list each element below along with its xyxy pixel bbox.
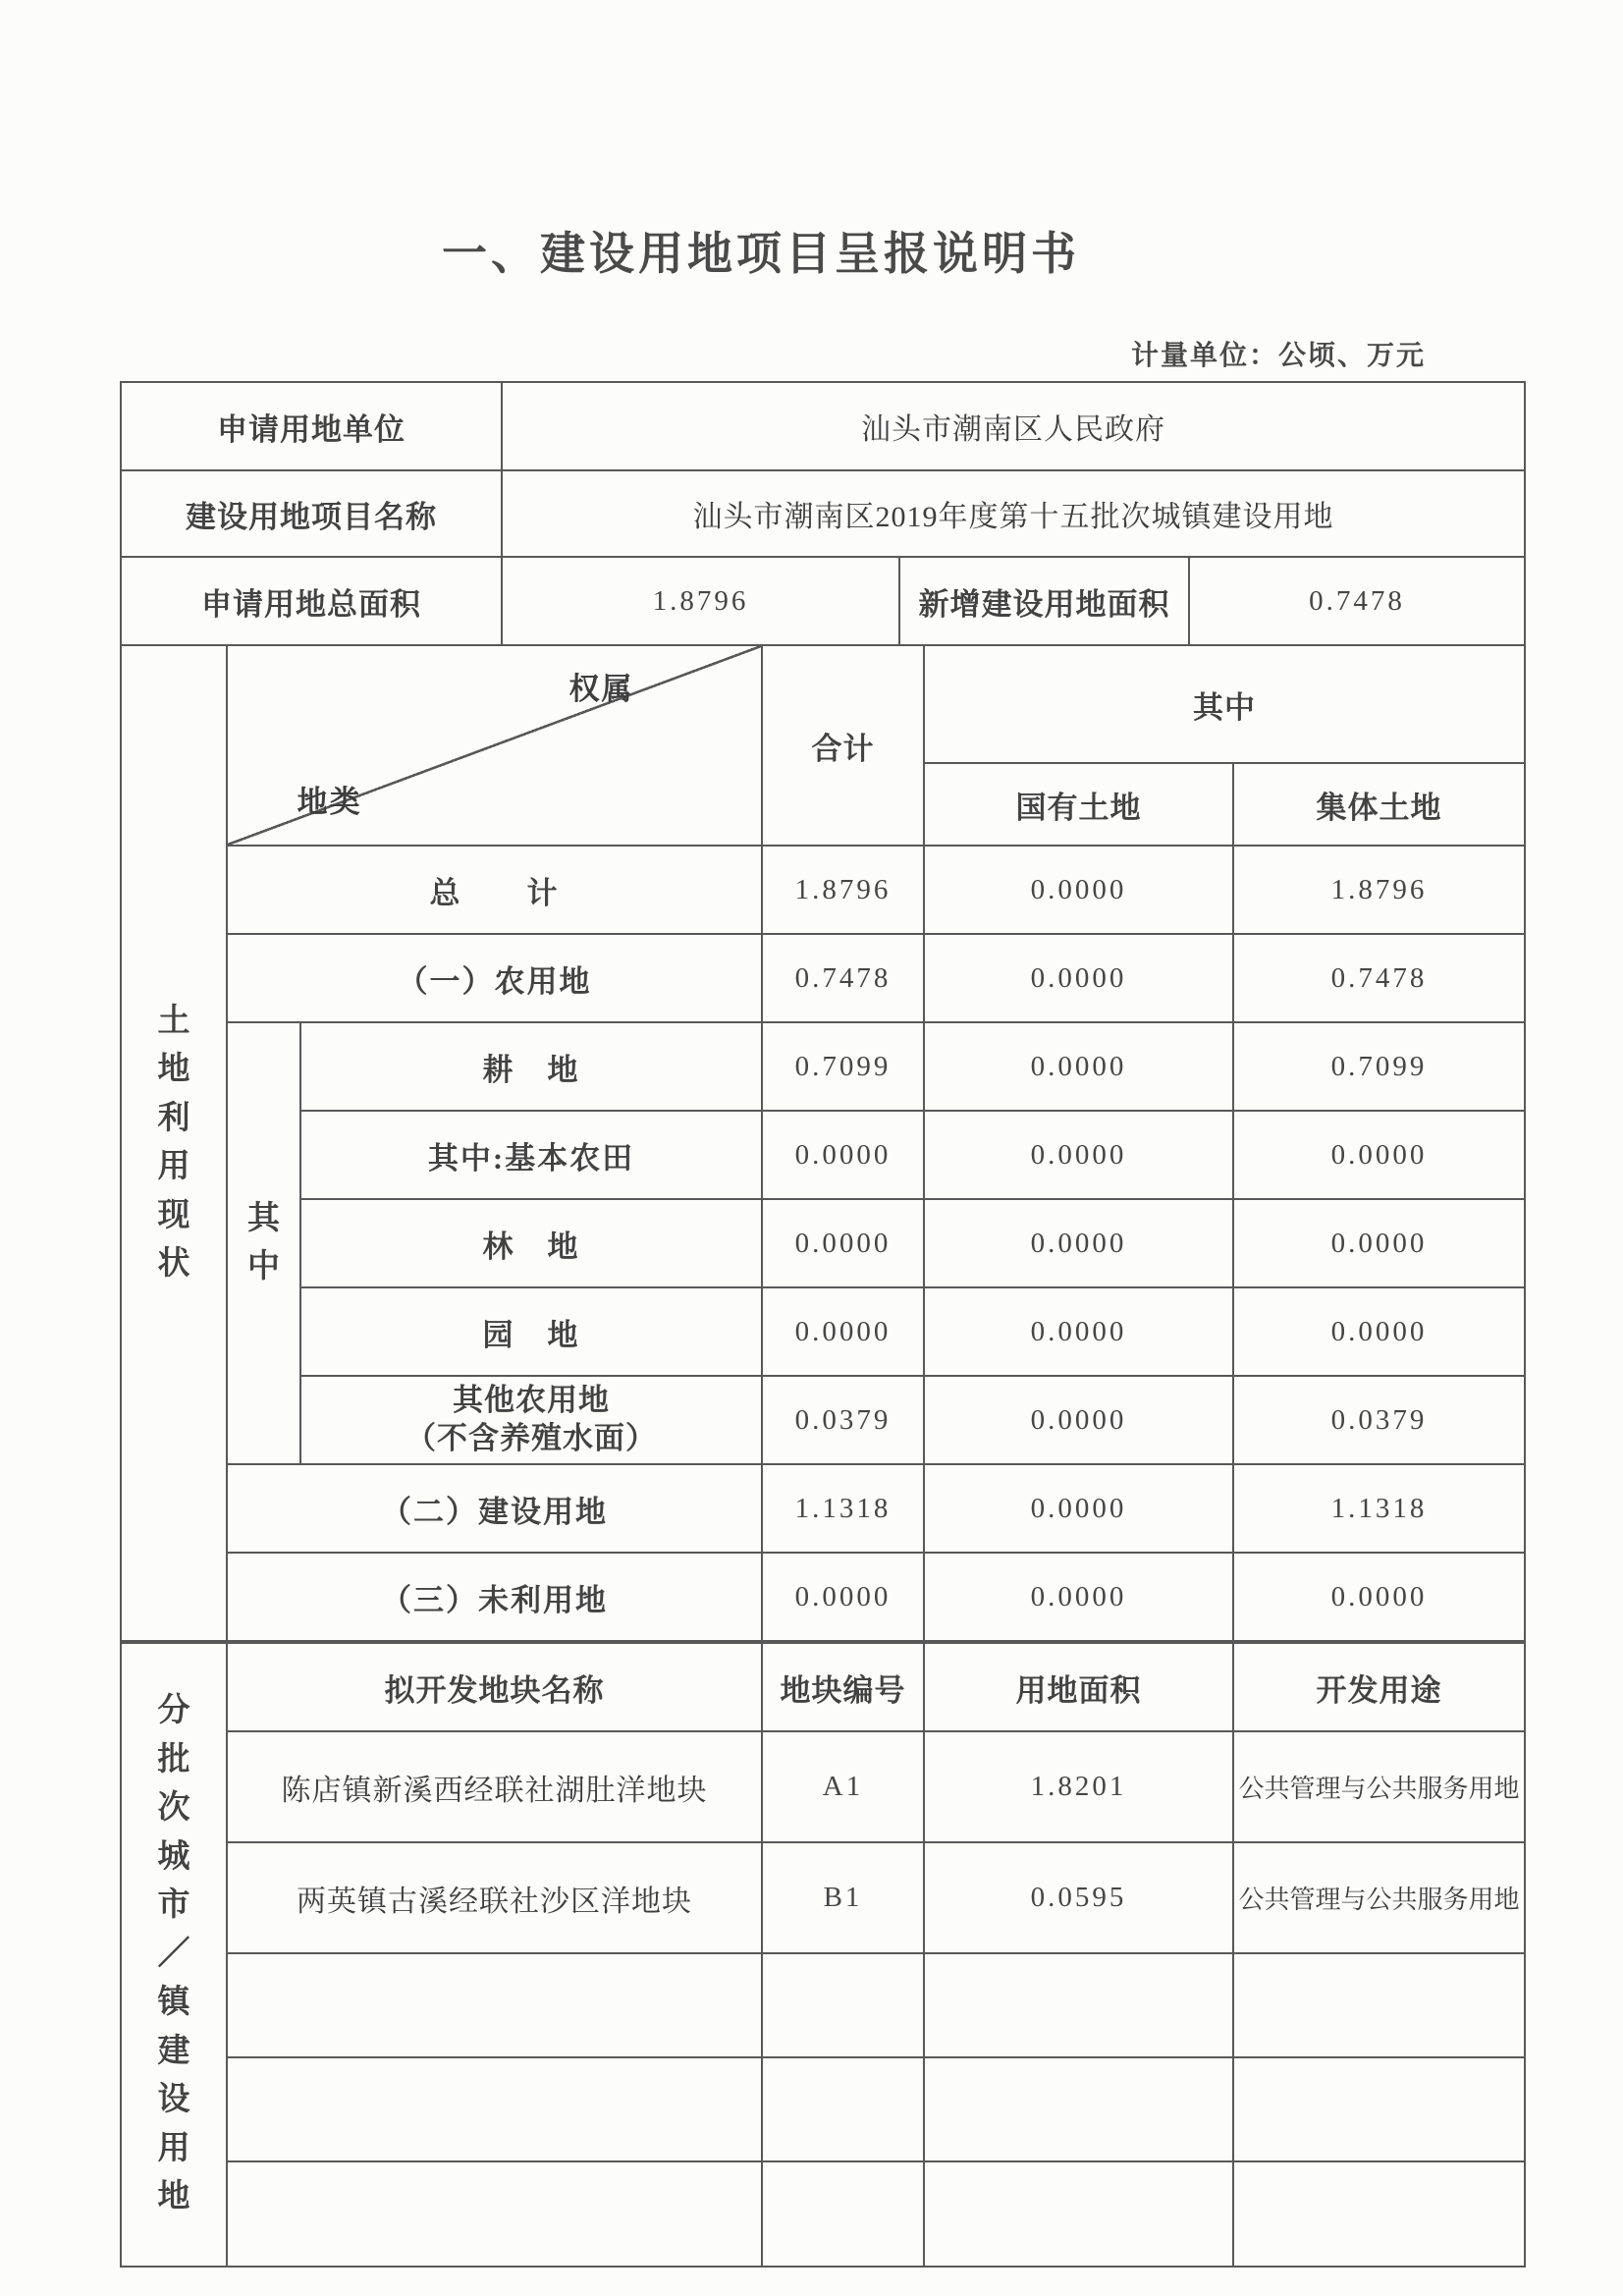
parcel-area: 0.0595 [924, 1842, 1233, 1953]
row-total-value: 0.0379 [762, 1376, 924, 1464]
empty-cell [924, 1953, 1233, 2057]
row-collective-value: 0.0000 [1233, 1199, 1525, 1287]
row-total-value: 0.7099 [762, 1022, 924, 1111]
project-name-value: 汕头市潮南区2019年度第十五批次城镇建设用地 [502, 470, 1525, 557]
empty-cell [762, 2057, 924, 2161]
row-state-value: 0.0000 [924, 1553, 1233, 1641]
row-label: 其中:基本农田 [300, 1111, 762, 1199]
parcels-table [120, 1642, 1526, 2268]
row-state-value: 0.0000 [924, 846, 1233, 934]
batch-section-cell [121, 1643, 227, 2267]
row-total-value: 1.8796 [762, 846, 924, 934]
batch-section-label: 分批次城市／镇建设用地 [157, 1693, 190, 2215]
empty-cell [924, 2057, 1233, 2161]
parcel-row [121, 1731, 1525, 1842]
applicant-label: 申请用地单位 [121, 382, 502, 470]
row-label: （一）农用地 [227, 934, 762, 1022]
parcel-code: B1 [762, 1842, 924, 1953]
row-total-value: 1.1318 [762, 1464, 924, 1553]
table-row-cultivated [121, 1022, 1525, 1111]
page-title: 一、建设用地项目呈报说明书 [442, 229, 1080, 279]
parcel-empty-row [121, 2161, 1525, 2267]
table-row-agricultural [121, 934, 1525, 1022]
parcel-use: 公共管理与公共服务用地 [1233, 1731, 1525, 1842]
parcel-area: 1.8201 [924, 1731, 1233, 1842]
col-total-header: 合计 [762, 645, 924, 846]
row-total-value: 0.0000 [762, 1553, 924, 1641]
row-state-value: 0.0000 [924, 1287, 1233, 1376]
table-row-garden [121, 1287, 1525, 1376]
row-state-value: 0.0000 [924, 1376, 1233, 1464]
table-row-other-agricultural [121, 1376, 1525, 1464]
row-total-value: 0.7478 [762, 934, 924, 1022]
applicant-value: 汕头市潮南区人民政府 [502, 382, 1525, 470]
row-label: 林 地 [300, 1199, 762, 1287]
row-state-value: 0.0000 [924, 1111, 1233, 1199]
parcel-name: 两英镇古溪经联社沙区洋地块 [227, 1842, 762, 1953]
parcel-code: A1 [762, 1731, 924, 1842]
project-name-row [121, 470, 1525, 557]
among-group-label: 其中 [247, 1200, 280, 1285]
row-state-value: 0.0000 [924, 934, 1233, 1022]
row-label: 总 计 [227, 846, 762, 934]
table-row-forest [121, 1199, 1525, 1287]
land-use-section-label: 土地利用现状 [157, 1003, 190, 1282]
row-state-value: 0.0000 [924, 1199, 1233, 1287]
row-label: （二）建设用地 [227, 1464, 762, 1553]
row-collective-value: 0.7478 [1233, 934, 1525, 1022]
ownership-header: 权属 [568, 672, 634, 706]
total-area-value: 1.8796 [502, 557, 899, 645]
parcel-name-header: 拟开发地块名称 [227, 1643, 762, 1731]
empty-cell [762, 2161, 924, 2267]
row-collective-value: 0.0379 [1233, 1376, 1525, 1464]
col-collective-land-header: 集体土地 [1233, 763, 1525, 846]
empty-cell [762, 1953, 924, 2057]
row-label: 耕 地 [300, 1022, 762, 1111]
row-label [300, 1376, 762, 1464]
row-total-value: 0.0000 [762, 1287, 924, 1376]
new-area-label: 新增建设用地面积 [899, 557, 1189, 645]
empty-cell [227, 2057, 762, 2161]
row-collective-value: 0.0000 [1233, 1111, 1525, 1199]
parcel-empty-row [121, 2057, 1525, 2161]
row-collective-value: 1.1318 [1233, 1464, 1525, 1553]
parcel-name: 陈店镇新溪西经联社湖肚洋地块 [227, 1731, 762, 1842]
total-area-label: 申请用地总面积 [121, 557, 502, 645]
row-state-value: 0.0000 [924, 1464, 1233, 1553]
table-row-unused [121, 1553, 1525, 1641]
col-state-land-header: 国有土地 [924, 763, 1233, 846]
col-among-header: 其中 [924, 645, 1525, 763]
empty-cell [924, 2161, 1233, 2267]
empty-cell [227, 2161, 762, 2267]
row-collective-value: 0.0000 [1233, 1287, 1525, 1376]
parcel-row [121, 1842, 1525, 1953]
empty-cell [1233, 1953, 1525, 2057]
diagonal-header-cell [227, 645, 762, 846]
row-total-value: 0.0000 [762, 1111, 924, 1199]
table-row-basic-farmland [121, 1111, 1525, 1199]
new-area-value: 0.7478 [1189, 557, 1525, 645]
row-total-value: 0.0000 [762, 1199, 924, 1287]
row-label-line2: （不含养殖水面） [406, 1421, 657, 1455]
parcel-use: 公共管理与公共服务用地 [1233, 1842, 1525, 1953]
applicant-row [121, 382, 1525, 470]
project-name-label: 建设用地项目名称 [121, 470, 502, 557]
parcel-use-header: 开发用途 [1233, 1643, 1525, 1731]
land-type-header: 地类 [297, 785, 362, 819]
form-header-table [120, 381, 1526, 646]
parcels-header-row [121, 1643, 1525, 1731]
parcel-area-header: 用地面积 [924, 1643, 1233, 1731]
row-collective-value: 1.8796 [1233, 846, 1525, 934]
row-label: （三）未利用地 [227, 1553, 762, 1641]
land-use-table [120, 644, 1526, 1642]
empty-cell [1233, 2161, 1525, 2267]
row-state-value: 0.0000 [924, 1022, 1233, 1111]
empty-cell [227, 1953, 762, 2057]
row-collective-value: 0.0000 [1233, 1553, 1525, 1641]
land-use-section-cell [121, 645, 227, 1641]
empty-cell [1233, 2057, 1525, 2161]
unit-note: 计量单位：公顷、万元 [1130, 341, 1426, 371]
among-group-cell [227, 1022, 300, 1464]
area-summary-row [121, 557, 1525, 645]
row-label: 园 地 [300, 1287, 762, 1376]
row-collective-value: 0.7099 [1233, 1022, 1525, 1111]
table-row-grand-total [121, 846, 1525, 934]
matrix-header-row-1 [121, 645, 1525, 763]
parcel-code-header: 地块编号 [762, 1643, 924, 1731]
table-row-construction [121, 1464, 1525, 1553]
parcel-empty-row [121, 1953, 1525, 2057]
row-label-line1: 其他农用地 [453, 1383, 610, 1418]
